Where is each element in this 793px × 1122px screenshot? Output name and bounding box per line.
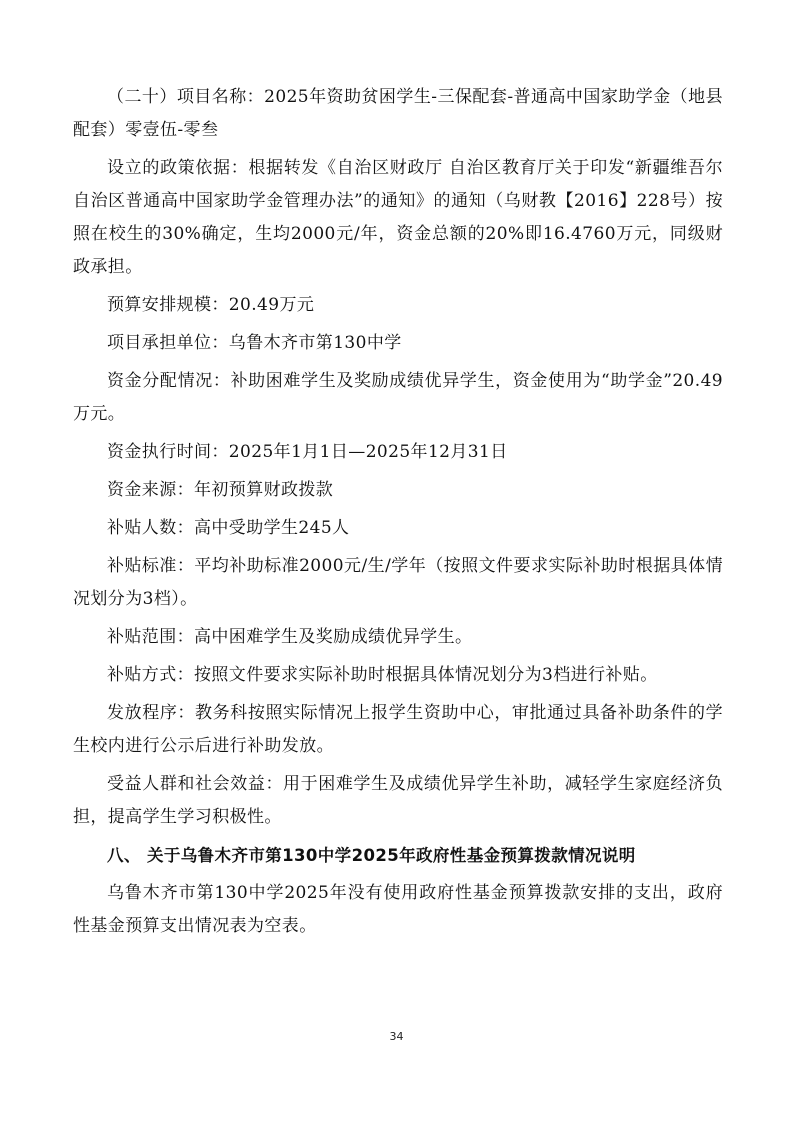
execution-time-paragraph: 资金执行时间：2025年1月1日—2025年12月31日 — [107, 442, 508, 462]
responsible-unit-paragraph: 项目承担单位：乌鲁木齐市第130中学 — [107, 333, 402, 353]
subsidy-method-paragraph: 补贴方式：按照文件要求实际补助时根据具体情况划分为3档进行补贴。 — [107, 665, 658, 685]
closing-paragraph: 乌鲁木齐市第130中学2025年没有使用政府性基金预算拨款安排的支出，政府性基金预算支出情况表为空表。 — [73, 883, 723, 936]
distribution-procedure-paragraph: 发放程序：教务科按照实际情况上报学生资助中心，审批通过具备补助条件的学生校内进行公示后进行补助发放。 — [73, 703, 723, 756]
document-body — [73, 81, 723, 948]
fund-source-paragraph: 资金来源：年初预算财政拨款 — [107, 480, 334, 500]
section-heading: 八、 关于乌鲁木齐市第130中学2025年政府性基金预算拨款情况说明 — [107, 846, 636, 865]
budget-scale-paragraph: 预算安排规模：20.49万元 — [107, 295, 315, 315]
project-name-paragraph: （二十）项目名称：2025年资助贫困学生-三保配套-普通高中国家助学金（地县配套）零壹伍-零叁 — [73, 87, 723, 140]
subsidy-scope-paragraph: 补贴范围：高中困难学生及奖励成绩优异学生。 — [107, 627, 473, 647]
policy-basis-paragraph: 设立的政策依据：根据转发《自治区财政厅 自治区教育厅关于印发“新疆维吾尔自治区普通高中国家助学金管理办法”的通知》的通知（乌财教【2016】228号）按照在校生的30%确定，生均2000元/年，资金总额的20%即16.4760万元，同级财政承担。 — [73, 158, 723, 277]
fund-allocation-paragraph: 资金分配情况：补助困难学生及奖励成绩优异学生，资金使用为“助学金”20.49万元。 — [73, 371, 723, 424]
subsidy-standard-paragraph: 补贴标准：平均补助标准2000元/生/学年（按照文件要求实际补助时根据具体情况划分为3档）。 — [73, 556, 723, 609]
subsidy-count-paragraph: 补贴人数：高中受助学生245人 — [107, 518, 350, 538]
beneficiaries-paragraph: 受益人群和社会效益：用于困难学生及成绩优异学生补助，减轻学生家庭经济负担，提高学生学习积极性。 — [73, 774, 723, 827]
page-number: 34 — [389, 1030, 404, 1043]
